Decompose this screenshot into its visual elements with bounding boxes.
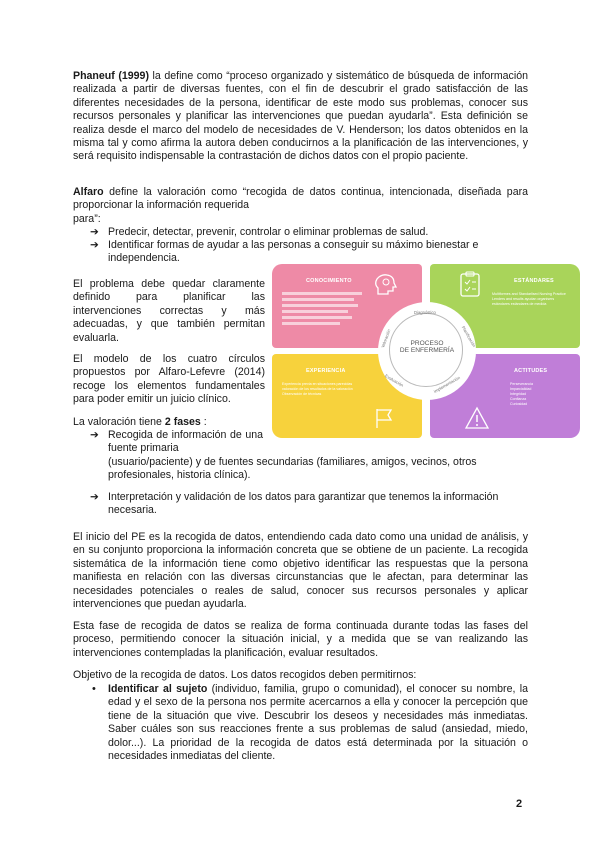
arrow-bullet-icon: ➔ [90,491,99,503]
text-line-placeholder [282,292,362,295]
quadrant-estandares: ESTÁNDARES Multiformes and Standarlised Nursing Practice Lenders and results ayudan organisers estándares estándares de medida [430,264,580,348]
clipboard-icon [458,270,482,298]
stage-diagnostico: Diagnóstico [414,310,436,315]
page-number: 2 [516,798,523,810]
paragraph-objetivo: Objetivo de la recogida de datos. Los datos recogidos deben permitirnos: [73,669,417,681]
stage-planificacion: Planificación [460,325,477,348]
stage-valoracion: Valoración [380,328,392,349]
bullet-recogida-b: (usuario/paciente) y de fuentes secundarias (familiares, amigos, vecinos, otros profesionales, historia clínica). [108,456,477,482]
arrow-bullet-icon: ➔ [90,226,99,238]
text-line-placeholder [282,298,354,301]
paragraph-alfaro: Alfaro define la valoración como “recogida de datos continua, intencionada, diseñada para proporcionar la información requerida para”: [73,186,528,225]
paragraph-problema: El problema debe quedar claramente definido para planificar las intervenciones correctas y más adecuadas, y que también permitan evaluarla. [73,278,265,344]
text-line-placeholder [282,316,352,319]
paragraph-inicio: El inicio del PE es la recogida de datos, entendiendo cada dato como una unidad de análisis, y en su conjunto proporciona la información concreta que se obtiene de un paciente. La recogida sistemática de la información tiene como objetivo identificar las respuestas que la persona manifiesta en relación con las diversas circunstancias que le afectan, para determinar las necesidades potenciales o reales de salud, conocer sus recursos personales y aplicar intervenciones que puedan ayudarla. [73,531,529,611]
head-brain-icon [372,272,398,298]
author-phaneuf: Phaneuf (1999) [73,70,149,82]
bullet-interpretacion: Interpretación y validación de los datos para garantizar que tenemos la información necesaria. [108,491,499,517]
four-circles-diagram [272,264,582,438]
paragraph-modelo: El modelo de los cuatro círculos propuestos por Alfaro-Lefevre (2014) recoge los elementos fundamentales para poder emitir un juicio clínico. [73,353,265,406]
bullet-dot-icon: • [92,683,96,695]
arrow-bullet-icon: ➔ [90,239,99,251]
flag-icon [372,406,396,430]
quadrant-actitudes: ACTITUDES Perseverancia Imparcialidad Integridad Confianza Curiosidad [430,354,580,438]
bullet-identificar: Identificar formas de ayudar a las personas a conseguir su máximo bienestar e independencia. [108,239,479,265]
paragraph-fase-continuada: Esta fase de recogida de datos se realiza de forma continuada durante todas las fases del proceso, permitiendo conocer la situación inicial, y a medida que se van realizando las intervenciones contempladas la planificación, evaluar resultados. [73,620,528,659]
paragraph-fases: La valoración tiene 2 fases : [73,416,207,428]
paragraph-phaneuf: Phaneuf (1999) la define como “proceso organizado y sistemático de búsqueda de información realizada a partir de diversas fuentes, con el fin de descubrir el grado satisfacción de las diferentes necesidades de la persona, identificar de este modo sus problemas, conocer sus recursos personales y planificar las intervenciones que puedan ayudarla”. Esta definición se realiza desde el marco del modelo de necesidades de V. Henderson; los datos obtenidos en la misma tal y como afirma la autora deben conducirnos a la planificación de las intervenciones, y será requisito indispensable la contrastación de dichos datos con el propio paciente. [73,70,528,163]
center-title: PROCESO DE ENFERMERÍA [399,340,455,355]
bullet-predecir: Predecir, detectar, prevenir, controlar o eliminar problemas de salud. [108,226,429,238]
bullet-identificar-sujeto: Identificar al sujeto (individuo, familia, grupo o comunidad), el conocer su nombre, la edad y el sexo de la persona nos permite acercarnos a ella y conocer la percepción que tiene de la situación que vive. Descubrir los deseos y necesidades más inmediatas. Saber cuáles son sus reacciones frente a sus problemas de salud (ansiedad, miedo, dolor...). La prioridad de la recogida de datos está determinada por la situación o necesidades inmediatas del cliente. [108,683,529,763]
arrow-bullet-icon: ➔ [90,429,99,441]
author-alfaro: Alfaro [73,186,104,198]
quadrant-experiencia: EXPERIENCIA Experiencia previa en situaciones parecidas valoración de los resultados de la valoración Observación de técnicas [272,354,422,438]
text-line-placeholder [282,310,348,313]
stage-implementacion: Implementación [432,374,461,395]
text-line-placeholder [282,322,340,325]
bullet-recogida-a: Recogida de información de una fuente primaria [108,429,263,455]
warning-icon [464,406,490,430]
text-line-placeholder [282,304,358,307]
quadrant-conocimiento: CONOCIMIENTO [272,264,422,348]
stage-evaluacion: Evaluación [384,373,405,388]
